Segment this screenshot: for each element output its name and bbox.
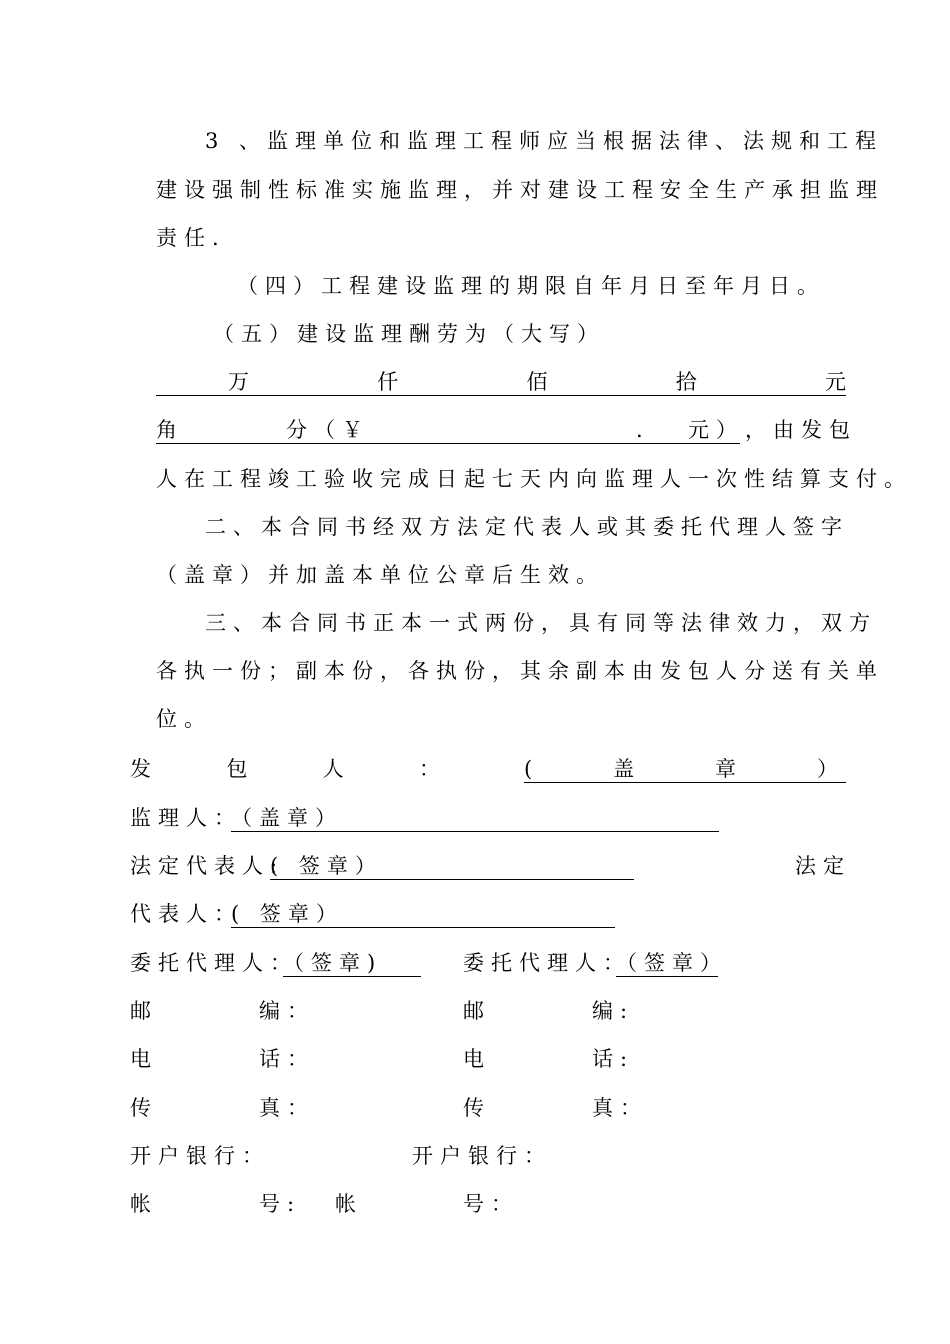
fee-unit-yuan: 元 <box>825 370 846 394</box>
fee-unit-bai: 佰 <box>526 370 548 394</box>
clause-3-line-3: 责任. <box>156 226 226 250</box>
legal-rep-sign-field[interactable]: ( 签章） <box>270 852 634 880</box>
agent-sign-field-right[interactable]: （签章） <box>616 951 728 975</box>
fax-label-right-a: 传 <box>463 1096 484 1120</box>
employer-seal-char-1: 盖 <box>613 757 635 781</box>
bank-label-right: 开户银行： <box>412 1144 552 1168</box>
employer-label <box>130 755 440 783</box>
fax-label-right-b: 真： <box>592 1096 648 1120</box>
postcode-label-left-b: 编： <box>259 999 315 1023</box>
supervision-fee-heading: （五）建设监理酬劳为（大写） <box>213 322 605 346</box>
employer-seal-char-2: 章 <box>715 757 737 781</box>
legal-rep-right-sign-field[interactable]: ( 签章） <box>231 900 615 928</box>
clause-three-line-3: 位。 <box>156 707 212 731</box>
fee-unit-qian: 仟 <box>377 370 399 394</box>
employer-seal-field[interactable] <box>524 755 846 783</box>
employer-colon: ： <box>418 757 440 781</box>
clause-two-line-1: 二、本合同书经双方法定代表人或其委托代理人签字 <box>205 515 849 539</box>
bank-label-left: 开户银行： <box>130 1144 270 1168</box>
agent-label-right: 委托代理人： <box>463 951 631 975</box>
employer-char-1: 发 <box>130 757 151 781</box>
clause-three-line-2: 各执一份；副本份，各执份，其余副本由发包人分送有关单 <box>156 659 884 683</box>
phone-label-right-a: 电 <box>463 1047 484 1071</box>
fee-unit-shi: 拾 <box>675 370 697 394</box>
legal-rep-right-label: 法定 <box>795 854 851 878</box>
account-label-left-a: 帐 <box>130 1192 151 1216</box>
fax-label-left-b: 真： <box>259 1096 315 1120</box>
clause-3-line-2: 建设强制性标准实施监理，并对建设工程安全生产承担监理 <box>156 178 884 202</box>
employer-seal-open: ( <box>524 757 533 781</box>
postcode-label-right-a: 邮 <box>463 999 484 1023</box>
employer-char-3: 人 <box>322 757 344 781</box>
agent-label-left: 委托代理人： <box>130 951 298 975</box>
clause-three-line-1: 三、本合同书正本一式两份，具有同等法律效力，双方 <box>205 611 877 635</box>
phone-label-right-b: 话: <box>592 1047 635 1071</box>
account-label-right-a: 帐 <box>335 1192 356 1216</box>
phone-label-left-a: 电 <box>130 1047 151 1071</box>
fee-unit-wan: 万 <box>228 370 249 394</box>
agent-sign-field-left[interactable]: （签章) <box>283 949 421 977</box>
supervisor-seal-field[interactable]: （盖章） <box>231 804 719 832</box>
fee-unit-jiao: 角 <box>156 418 177 442</box>
clause-3-line-1: 3 、监理单位和监理工程师应当根据法律、法规和工程 <box>205 129 884 153</box>
fee-yuan-close: 元） <box>688 418 744 442</box>
clause-two-line-2: （盖章）并加盖本单位公章后生效。 <box>156 563 604 587</box>
postcode-label-right-b: 编: <box>592 999 635 1023</box>
fee-amount-units <box>156 368 846 396</box>
account-label-right-b: 号： <box>463 1192 519 1216</box>
phone-label-left-b: 话： <box>259 1047 315 1071</box>
legal-rep-label: 法定代表人: <box>130 854 285 878</box>
supervisor-label: 监理人： <box>130 806 242 830</box>
fee-decimal-point: . <box>636 418 643 442</box>
fax-label-left-a: 传 <box>130 1096 151 1120</box>
fee-unit-fen-yen: 分（￥ <box>286 418 370 442</box>
fee-tail: ，由发包 <box>745 418 857 442</box>
postcode-label-left-a: 邮 <box>130 999 151 1023</box>
legal-rep-right-label-cont: 代表人： <box>130 902 242 926</box>
account-label-left-b: 号: <box>259 1192 302 1216</box>
fee-payment-line: 人在工程竣工验收完成日起七天内向监理人一次性结算支付。 <box>156 467 912 491</box>
supervision-period: （四）工程建设监理的期限自年月日至年月日。 <box>237 274 825 298</box>
employer-char-2: 包 <box>226 757 248 781</box>
employer-seal-close: ） <box>816 757 838 781</box>
fee-amount-line-2 <box>156 416 744 444</box>
